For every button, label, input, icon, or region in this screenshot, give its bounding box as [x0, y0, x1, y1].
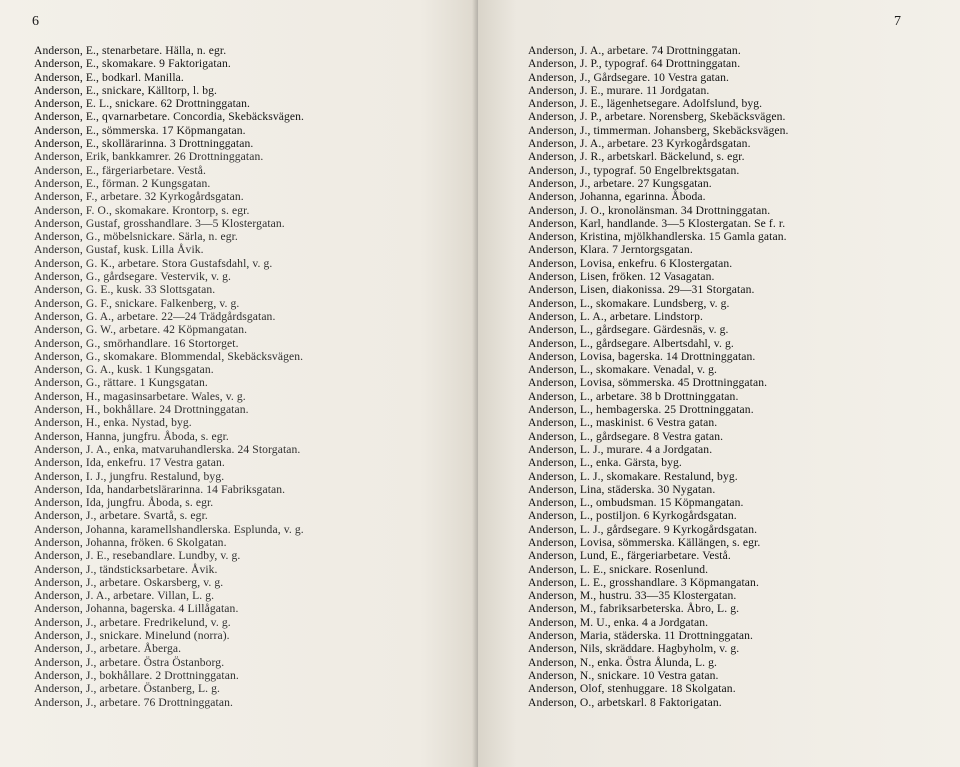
directory-entry: Anderson, Ida, enkefru. 17 Vestra gatan. — [34, 456, 225, 470]
directory-entry: Anderson, G., möbelsnickare. Särla, n. egr. — [34, 230, 238, 244]
directory-entry: Anderson, J., arbetare. Östra Östanborg. — [34, 655, 225, 669]
directory-entry: Anderson, L., hembagerska. 25 Drottninggatan. — [528, 403, 754, 417]
directory-entry: Anderson, L., gårdsegare. Gärdesnäs, v. g. — [528, 323, 729, 337]
left-page — [0, 0, 478, 767]
directory-entry: Anderson, J. E., murare. 11 Jordgatan. — [528, 83, 710, 97]
directory-entry: Anderson, Olof, stenhuggare. 18 Skolgatan. — [528, 682, 736, 696]
directory-entry: Anderson, L., skomakare. Lundsberg, v. g. — [528, 296, 730, 310]
directory-entry: Anderson, N., snickare. 10 Vestra gatan. — [528, 668, 719, 682]
directory-entry: Anderson, J. E., resebandlare. Lundby, v. g. — [34, 549, 241, 563]
directory-entry: Anderson, E., bodkarl. Manilla. — [34, 70, 184, 84]
directory-entry: Anderson, L. J., skomakare. Restalund, byg. — [528, 469, 738, 483]
directory-entry: Anderson, E., förman. 2 Kungsgatan. — [34, 176, 211, 190]
directory-entry: Anderson, J., arbetare. 76 Drottninggatan. — [34, 695, 233, 709]
left-entry-list — [34, 44, 304, 709]
directory-entry: Anderson, L., enka. Gärsta, byg. — [528, 456, 682, 470]
directory-entry: Anderson, J. P., typograf. 64 Drottninggatan. — [528, 57, 741, 71]
directory-entry: Anderson, H., enka. Nystad, byg. — [34, 416, 192, 430]
directory-entry: Anderson, G. W., arbetare. 42 Köpmangatan. — [34, 323, 248, 337]
directory-entry: Anderson, G., gårdsegare. Vestervik, v. g. — [34, 270, 232, 284]
directory-entry: Anderson, Maria, städerska. 11 Drottninggatan. — [528, 629, 754, 643]
directory-entry: Anderson, Gustaf, grosshandlare. 3—5 Klostergatan. — [34, 216, 285, 230]
directory-entry: Anderson, E., sömmerska. 17 Köpmangatan. — [34, 123, 246, 137]
directory-entry: Anderson, F., arbetare. 32 Kyrkogårdsgatan. — [34, 190, 244, 204]
directory-entry: Anderson, F. O., skomakare. Krontorp, s. egr. — [34, 203, 250, 217]
directory-entry: Anderson, L., skomakare. Venadal, v. g. — [528, 363, 718, 377]
directory-entry: Anderson, Johanna, egarinna. Åboda. — [528, 190, 706, 204]
directory-entry: Anderson, Karl, handlande. 3—5 Klostergatan. Se f. r. — [528, 216, 786, 230]
directory-entry: Anderson, N., enka. Östra Ålunda, L. g. — [528, 655, 718, 669]
directory-entry: Anderson, J. A., enka, matvaruhandlerska. 24 Storgatan. — [34, 442, 301, 456]
directory-entry: Anderson, E., snickare, Källtorp, l. bg. — [34, 83, 218, 97]
directory-entry: Anderson, Klara. 7 Jerntorgsgatan. — [528, 243, 693, 257]
directory-entry: Anderson, L., arbetare. 38 b Drottninggatan. — [528, 389, 739, 403]
directory-entry: Anderson, Ida, jungfru. Åboda, s. egr. — [34, 496, 214, 510]
directory-entry: Anderson, Lina, städerska. 30 Nygatan. — [528, 482, 716, 496]
directory-entry: Anderson, J., arbetare. Fredrikelund, v. g. — [34, 615, 231, 629]
directory-entry: Anderson, Ida, handarbetslärarinna. 14 Fabriksgatan. — [34, 482, 286, 496]
directory-entry: Anderson, J., snickare. Minelund (norra). — [34, 629, 230, 643]
directory-entry: Anderson, J. R., arbetskarl. Bäckelund, s. egr. — [528, 150, 745, 164]
directory-entry: Anderson, J. P., arbetare. Norensberg, Skebäcksvägen. — [528, 110, 786, 124]
right-page — [478, 0, 960, 767]
directory-entry: Anderson, Lovisa, sömmerska. 45 Drottninggatan. — [528, 376, 768, 390]
directory-entry: Anderson, G., smörhandlare. 16 Stortorget. — [34, 336, 239, 350]
directory-entry: Anderson, J. A., arbetare. 74 Drottninggatan. — [528, 44, 741, 57]
directory-entry: Anderson, J., arbetare. Oskarsberg, v. g. — [34, 575, 224, 589]
directory-entry: Anderson, G., skomakare. Blommendal, Skebäcksvägen. — [34, 349, 304, 363]
directory-entry: Anderson, J., typograf. 50 Engelbrektsgatan. — [528, 163, 740, 177]
directory-entry: Anderson, G. A., kusk. 1 Kungsgatan. — [34, 363, 214, 377]
directory-entry: Anderson, J., arbetare. Östanberg, L. g. — [34, 682, 221, 696]
directory-entry: Anderson, Gustaf, kusk. Lilla Åvik. — [34, 243, 204, 257]
directory-entry: Anderson, Lovisa, bagerska. 14 Drottninggatan. — [528, 349, 756, 363]
directory-entry: Anderson, J., arbetare. 27 Kungsgatan. — [528, 176, 712, 190]
right-entry-list — [528, 44, 789, 709]
directory-entry: Anderson, J., bokhållare. 2 Drottninggatan. — [34, 668, 239, 682]
directory-entry: Anderson, G. E., kusk. 33 Slottsgatan. — [34, 283, 216, 297]
directory-entry: Anderson, L. A., arbetare. Lindstorp. — [528, 309, 703, 323]
directory-entry: Anderson, J., timmerman. Johansberg, Skebäcksvägen. — [528, 123, 789, 137]
directory-entry: Anderson, J. E., lägenhetsegare. Adolfslund, byg. — [528, 97, 763, 111]
directory-entry: Anderson, E., qvarnarbetare. Concordia, Skebäcksvägen. — [34, 110, 305, 124]
directory-entry: Anderson, Lisen, diakonissa. 29—31 Storgatan. — [528, 283, 755, 297]
directory-entry: Anderson, J., Gårdsegare. 10 Vestra gatan. — [528, 70, 730, 84]
directory-entry: Anderson, J., tändsticksarbetare. Åvik. — [34, 562, 218, 576]
directory-entry: Anderson, G. K., arbetare. Stora Gustafsdahl, v. g. — [34, 256, 273, 270]
directory-entry: Anderson, E. L., snickare. 62 Drottninggatan. — [34, 97, 251, 111]
directory-entry: Anderson, L. E., snickare. Rosenlund. — [528, 562, 709, 576]
directory-entry: Anderson, J. A., arbetare. 23 Kyrkogårdsgatan. — [528, 137, 751, 151]
directory-entry: Anderson, J. A., arbetare. Villan, L. g. — [34, 589, 215, 603]
directory-entry: Anderson, L., gårdsegare. 8 Vestra gatan. — [528, 429, 724, 443]
left-page-number: 6 — [32, 14, 39, 29]
directory-entry: Anderson, L. J., murare. 4 a Jordgatan. — [528, 442, 713, 456]
directory-entry: Anderson, L. E., grosshandlare. 3 Köpmangatan. — [528, 575, 759, 589]
directory-entry: Anderson, M., fabriksarbeterska. Åbro, L. g. — [528, 602, 740, 616]
directory-entry: Anderson, H., bokhållare. 24 Drottninggatan. — [34, 403, 249, 417]
directory-entry: Anderson, L., postiljon. 6 Kyrkogårdsgatan. — [528, 509, 737, 523]
directory-entry: Anderson, L., ombudsman. 15 Köpmangatan. — [528, 496, 744, 510]
directory-entry: Anderson, M. U., enka. 4 a Jordgatan. — [528, 615, 709, 629]
directory-entry: Anderson, G. A., arbetare. 22—24 Trädgårdsgatan. — [34, 309, 276, 323]
directory-entry: Anderson, L., maskinist. 6 Vestra gatan. — [528, 416, 718, 430]
directory-entry: Anderson, Johanna, fröken. 6 Skolgatan. — [34, 535, 227, 549]
directory-entry: Anderson, Erik, bankkamrer. 26 Drottninggatan. — [34, 150, 264, 164]
directory-entry: Anderson, Nils, skräddare. Hagbyholm, v. g. — [528, 642, 740, 656]
directory-entry: Anderson, Kristina, mjölkhandlerska. 15 Gamla gatan. — [528, 230, 787, 244]
directory-entry: Anderson, H., magasinsarbetare. Wales, v. g. — [34, 389, 246, 403]
directory-entry: Anderson, G. F., snickare. Falkenberg, v. g. — [34, 296, 240, 310]
directory-entry: Anderson, E., färgeriarbetare. Vestå. — [34, 163, 206, 177]
directory-entry: Anderson, E., skomakare. 9 Faktorigatan. — [34, 57, 231, 71]
directory-entry: Anderson, Lund, E., färgeriarbetare. Vestå. — [528, 549, 731, 563]
directory-entry: Anderson, I. J., jungfru. Restalund, byg. — [34, 469, 225, 483]
directory-entry: Anderson, Johanna, bagerska. 4 Lillågatan. — [34, 602, 239, 616]
directory-entry: Anderson, J. O., kronolänsman. 34 Drottninggatan. — [528, 203, 771, 217]
directory-entry: Anderson, Hanna, jungfru. Åboda, s. egr. — [34, 429, 229, 443]
directory-entry: Anderson, M., hustru. 33—35 Klostergatan. — [528, 589, 737, 603]
right-page-number: 7 — [894, 14, 901, 29]
directory-entry: Anderson, E., skollärarinna. 3 Drottninggatan. — [34, 137, 254, 151]
directory-entry: Anderson, Johanna, karamellshandlerska. Esplunda, v. g. — [34, 522, 304, 536]
directory-entry: Anderson, O., arbetskarl. 8 Faktorigatan. — [528, 695, 722, 709]
directory-entry: Anderson, E., stenarbetare. Hälla, n. egr. — [34, 44, 227, 57]
directory-entry: Anderson, Lisen, fröken. 12 Vasagatan. — [528, 270, 715, 284]
directory-entry: Anderson, L. J., gårdsegare. 9 Kyrkogårdsgatan. — [528, 522, 758, 536]
directory-entry: Anderson, Lovisa, sömmerska. Källängen, s. egr. — [528, 535, 761, 549]
directory-entry: Anderson, J., arbetare. Åberga. — [34, 642, 182, 656]
directory-entry: Anderson, G., rättare. 1 Kungsgatan. — [34, 376, 208, 390]
directory-entry: Anderson, Lovisa, enkefru. 6 Klostergatan. — [528, 256, 733, 270]
directory-entry: Anderson, J., arbetare. Svartå, s. egr. — [34, 509, 208, 523]
directory-entry: Anderson, L., gårdsegare. Albertsdahl, v. g. — [528, 336, 734, 350]
